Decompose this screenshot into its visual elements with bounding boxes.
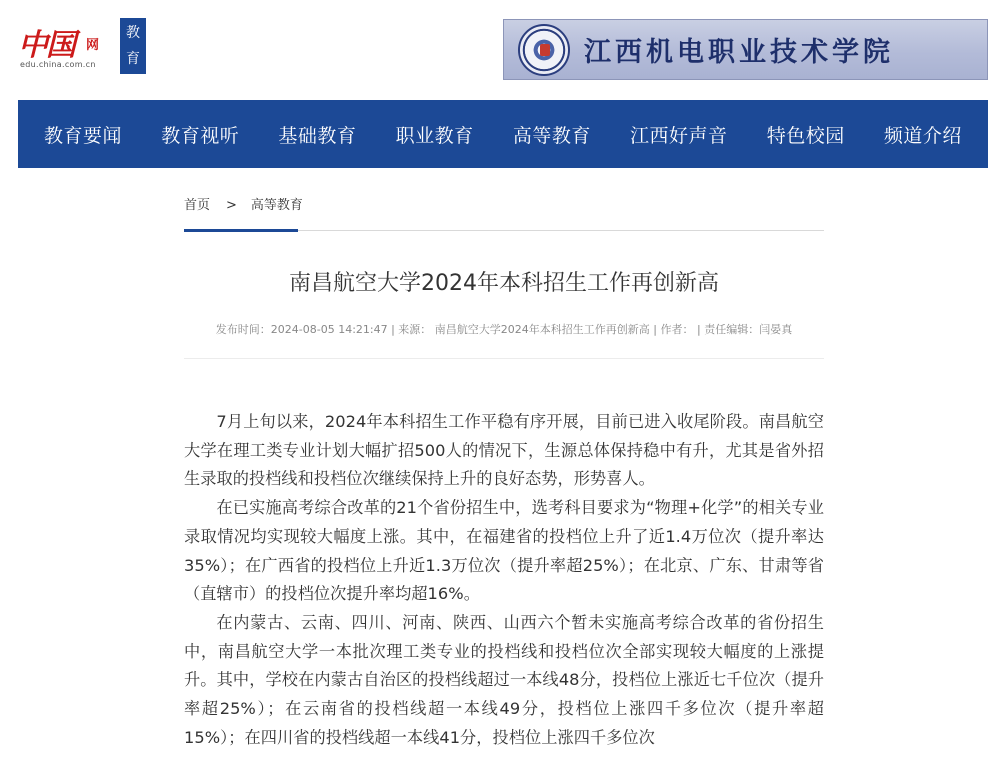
nav-item-higher-education[interactable]: 高等教育	[512, 124, 591, 147]
banner-title: 江西机电职业技术学院	[584, 37, 894, 68]
breadcrumb-home[interactable]: 首页	[184, 198, 211, 213]
breadcrumb-current[interactable]: 高等教育	[250, 198, 303, 213]
breadcrumb-separator: >	[226, 198, 237, 213]
article-paragraph: 在已实施高考综合改革的21个省份招生中，选考科目要求为“物理+化学”的相关专业录取情况均实现较大幅度上涨。其中，在福建省的投档位上升了近1.4万位次（提升率达35%）；在广西省的投档位上升近1.3万位次（提升率超25%）；在北京、广东、甘肃等省（直辖市）的投档位次提升率均超16%。	[184, 498, 824, 604]
nav-item-education-video[interactable]: 教育视听	[161, 124, 240, 147]
meta-divider	[184, 358, 824, 359]
school-seal-icon	[518, 24, 570, 76]
nav-item-vocational-education[interactable]: 职业教育	[395, 124, 474, 147]
channel-badge[interactable]: 教育	[120, 18, 146, 74]
nav-item-jiangxi-voice[interactable]: 江西好声音	[630, 124, 728, 147]
sponsor-banner[interactable]	[503, 19, 988, 80]
nav-item-basic-education[interactable]: 基础教育	[278, 124, 357, 147]
article-title: 南昌航空大学2024年本科招生工作再创新高	[289, 271, 719, 296]
china-com-cn-logo[interactable]	[18, 18, 114, 74]
site-header	[0, 0, 1000, 100]
article-paragraph: 在内蒙古、云南、四川、河南、陕西、山西六个暂未实施高考综合改革的省份招生中，南昌航空大学一本批次理工类专业的投档线和投档位次全部实现较大幅度的上涨提升。其中，学校在内蒙古自治区的投档线超过一本线48分，投档位上涨近七千位次（提升率超25%）；在云南省的投档线超一本线49分，投档位上涨四千多位次（提升率超15%）；在四川省的投档线超一本线41分，投档位上涨四千多位次	[184, 612, 824, 747]
logo-url: edu.china.com.cn	[20, 60, 96, 69]
article-paragraph: 7月上旬以来，2024年本科招生工作平稳有序开展，目前已进入收尾阶段。南昌航空大学在理工类专业计划大幅扩招500人的情况下，生源总体保持稳中有升，尤其是省外招生录取的投档线和投档位次继续保持上升的良好态势，形势喜人。	[184, 412, 824, 489]
breadcrumb-divider-accent	[184, 229, 298, 232]
article-body	[184, 408, 824, 752]
breadcrumb	[184, 194, 303, 213]
article-meta: 发布时间：2024-08-05 14:21:47 | 来源： 南昌航空大学2024年本科招生工作再创新高 | 作者： | 责任编辑：闫晏真	[215, 323, 793, 336]
logo-text: 中国	[18, 28, 74, 63]
logo-sub-text: 网	[86, 38, 100, 53]
nav-item-channel-intro[interactable]: 频道介绍	[883, 124, 962, 147]
nav-item-featured-campus[interactable]: 特色校园	[766, 124, 845, 147]
nav-item-education-news[interactable]: 教育要闻	[44, 124, 123, 147]
main-nav	[18, 100, 988, 168]
site-logo[interactable]	[18, 18, 146, 74]
